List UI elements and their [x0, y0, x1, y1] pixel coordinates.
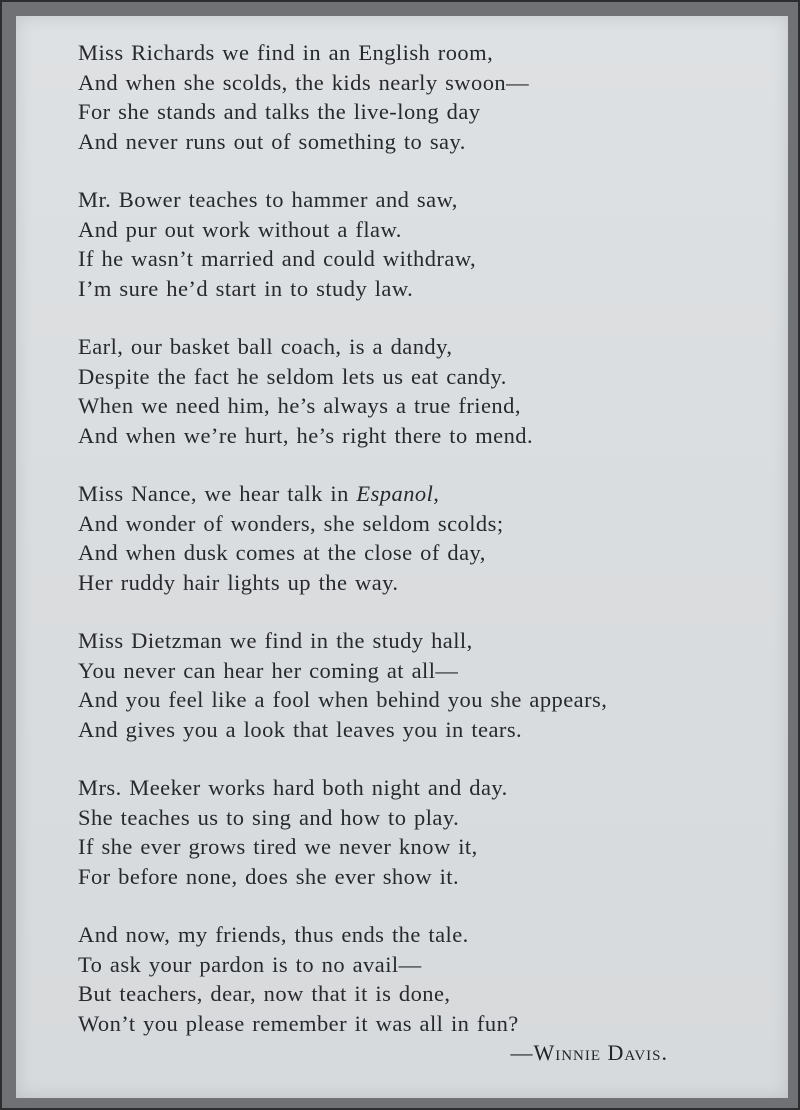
poem-line: To ask your pardon is to no avail—	[78, 951, 422, 977]
poem-line: For before none, does she ever show it.	[78, 863, 460, 889]
poem-line: I’m sure he’d start in to study law.	[78, 275, 414, 301]
poem-line: When we need him, he’s always a true friend,	[78, 393, 521, 418]
poem-line: If she ever grows tired we never know it,	[78, 834, 478, 859]
poem-line: And when we’re hurt, he’s right there to mend.	[78, 422, 534, 448]
author-signature: —Winnie Davis.	[510, 1040, 668, 1065]
poem-line: And gives you a look that leaves you in tears.	[78, 716, 523, 742]
poem-line: Earl, our basket ball coach, is a dandy,	[78, 334, 453, 359]
poem-line: Despite the fact he seldom lets us eat candy.	[78, 363, 507, 389]
poem-line: Mrs. Meeker works hard both night and day.	[78, 775, 508, 800]
poem-line: If he wasn’t married and could withdraw,	[78, 246, 477, 271]
stanza-4	[78, 479, 768, 597]
poem-line: But teachers, dear, now that it is done,	[78, 981, 451, 1006]
poem-line: For she stands and talks the live-long day	[78, 99, 481, 124]
stanza-5	[78, 626, 768, 744]
stanza-7	[78, 920, 768, 1038]
poem-line: Her ruddy hair lights up the way.	[78, 569, 399, 595]
book-page	[16, 16, 788, 1098]
poem-line: She teaches us to sing and how to play.	[78, 804, 460, 830]
stanza-3	[78, 332, 768, 450]
poem-line	[78, 479, 768, 509]
poem-line: Won’t you please remember it was all in fun?	[78, 1010, 519, 1036]
poem-line: You never can hear her coming at all—	[78, 657, 459, 683]
italic-word: Espanol,	[356, 481, 440, 506]
poem-line: Mr. Bower teaches to hammer and saw,	[78, 187, 458, 212]
poem-line: And pur out work without a flaw.	[78, 216, 402, 242]
poem-line: And wonder of wonders, she seldom scolds;	[78, 510, 504, 536]
poem-line-start: Miss Nance, we hear talk in	[78, 481, 357, 506]
poem-line: And never runs out of something to say.	[78, 128, 466, 154]
poem-line: Miss Dietzman we find in the study hall,	[78, 628, 473, 653]
poem-line: And now, my friends, thus ends the tale.	[78, 922, 469, 947]
poem-line: And you feel like a fool when behind you she appears,	[78, 687, 608, 712]
stanza-1	[78, 38, 768, 156]
stanza-6	[78, 773, 768, 891]
poem-line: And when she scolds, the kids nearly swoon—	[78, 69, 530, 95]
stanza-2	[78, 185, 768, 303]
poem-line: Miss Richards we find in an English room,	[78, 40, 494, 65]
poem-line: And when dusk comes at the close of day,	[78, 540, 486, 565]
poem	[78, 38, 768, 1067]
